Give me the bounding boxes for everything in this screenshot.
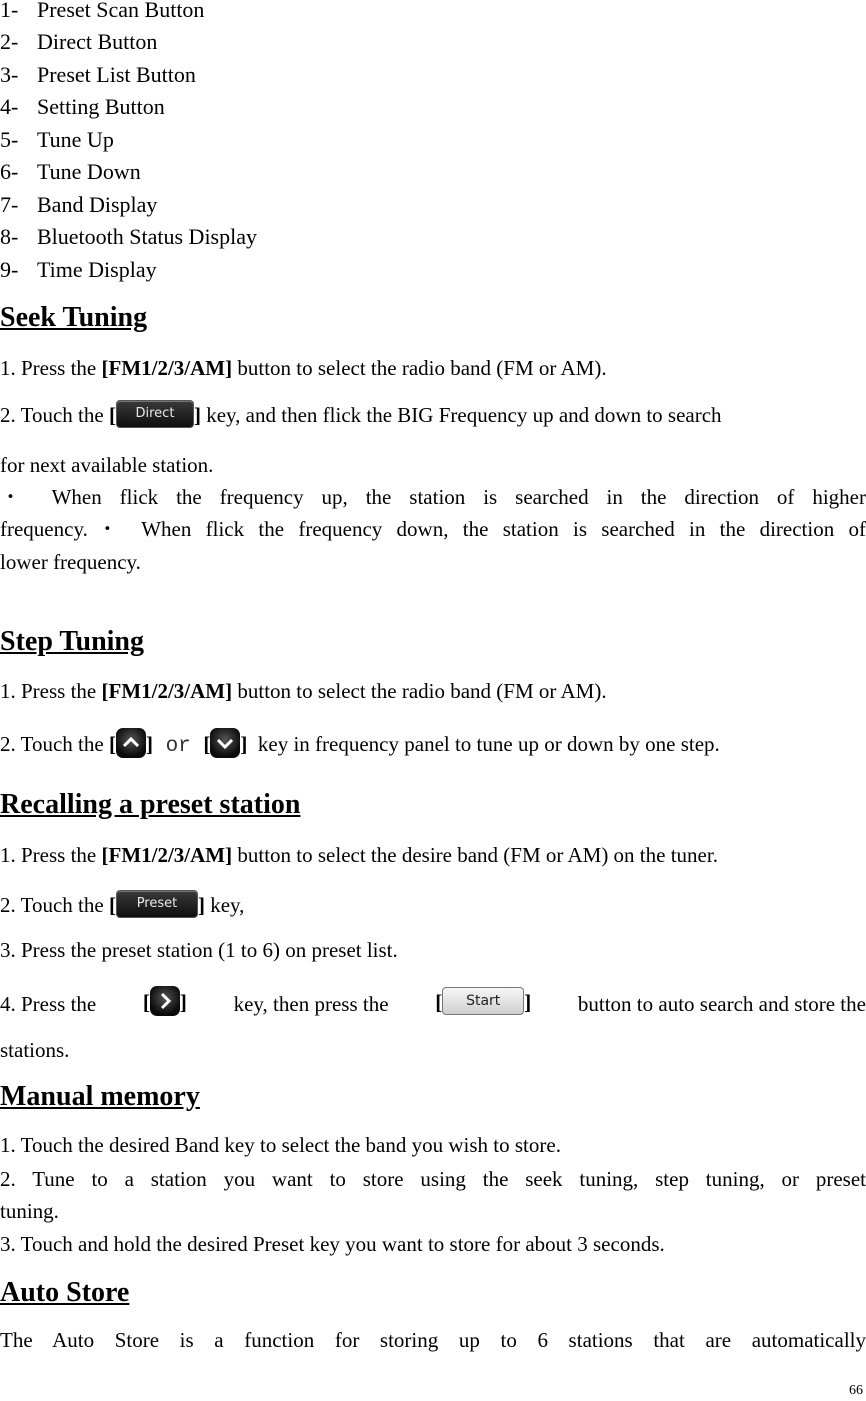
list-item: 7- Band Display <box>0 192 158 217</box>
manual-memory-heading: Manual memory <box>0 1081 200 1112</box>
list-item: 1- Preset Scan Button <box>0 0 205 22</box>
seek-tuning-heading: Seek Tuning <box>0 302 148 333</box>
start-button-icon: Start <box>442 987 524 1015</box>
manual-step-2-cont: tuning. <box>0 1199 59 1223</box>
list-item: 2- Direct Button <box>0 29 158 54</box>
list-item: 6- Tune Down <box>0 159 141 184</box>
step-step-1: 1. Press the [FM1/2/3/AM] button to select the radio band (FM or AM). <box>0 679 607 703</box>
auto-store-heading: Auto Store <box>0 1277 130 1308</box>
recall-step-4: 4. Press the [ ] key, then press the [ Start ] button to auto search and store the <box>0 989 866 1019</box>
auto-store-line-1: The Auto Store is a function for storing up to 6 stations that are automatically <box>0 1328 866 1352</box>
list-item: 8- Bluetooth Status Display <box>0 224 257 249</box>
step-step-2: 2. Touch the [ ] or [ ] key in frequency panel to tune up or down by one step. <box>0 731 720 761</box>
chevron-up-icon <box>116 728 146 758</box>
manual-step-1: 1. Touch the desired Band key to select the band you wish to store. <box>0 1133 561 1157</box>
seek-bullet-line-1: ・ When flick the frequency up, the station is searched in the direction of higher <box>0 485 866 509</box>
recall-heading: Recalling a preset station <box>0 789 301 820</box>
recall-step-4-cont: stations. <box>0 1038 70 1062</box>
list-item: 5- Tune Up <box>0 127 114 152</box>
preset-button-icon: Preset <box>116 890 198 918</box>
seek-bullet-line-3: lower frequency. <box>0 550 141 574</box>
recall-step-2: 2. Touch the [ Preset ] key, <box>0 893 244 921</box>
seek-step-2: 2. Touch the [ Direct ] key, and then flick the BIG Frequency up and down to search <box>0 403 866 431</box>
manual-step-3: 3. Touch and hold the desired Preset key you want to store for about 3 seconds. <box>0 1232 665 1256</box>
page-number: 66 <box>849 1383 863 1398</box>
chevron-down-icon <box>210 728 240 758</box>
seek-step-2-cont: for next available station. <box>0 453 214 477</box>
seek-bullet-line-2: frequency.・ When flick the frequency down, the station is searched in the direction of <box>0 517 866 541</box>
direct-button-icon: Direct <box>116 400 194 428</box>
recall-step-1: 1. Press the [FM1/2/3/AM] button to select the desire band (FM or AM) on the tuner. <box>0 843 718 867</box>
seek-step-1: 1. Press the [FM1/2/3/AM] button to select the radio band (FM or AM). <box>0 356 607 380</box>
step-tuning-heading: Step Tuning <box>0 626 144 657</box>
chevron-right-icon <box>150 986 180 1016</box>
list-item: 3- Preset List Button <box>0 62 196 87</box>
recall-step-3: 3. Press the preset station (1 to 6) on preset list. <box>0 938 398 962</box>
manual-step-2: 2. Tune to a station you want to store using the seek tuning, step tuning, or preset <box>0 1167 866 1191</box>
list-item: 9- Time Display <box>0 257 157 282</box>
list-item: 4- Setting Button <box>0 94 165 119</box>
